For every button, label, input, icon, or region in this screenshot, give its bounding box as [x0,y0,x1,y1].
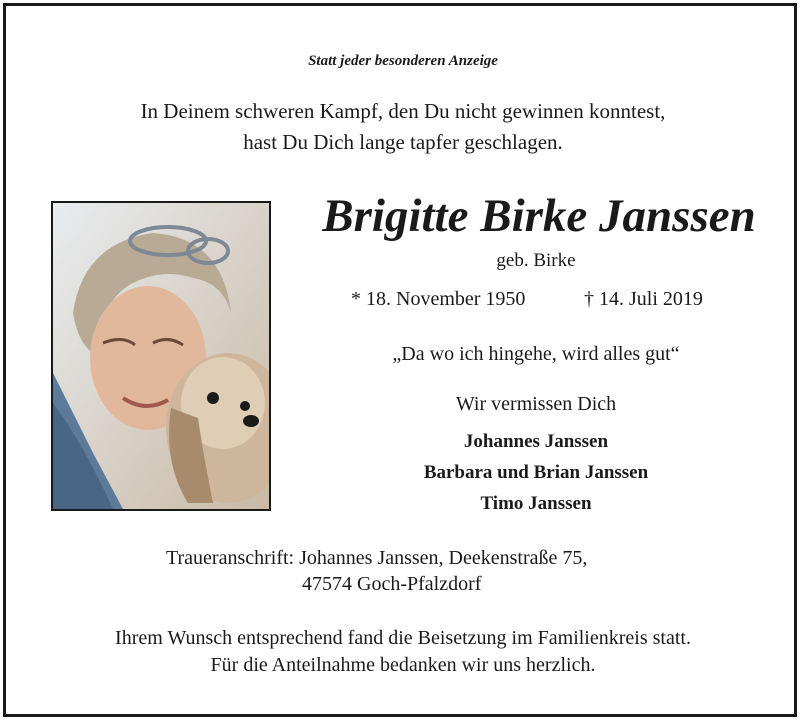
quote: „Da wo ich hingehe, wird alles gut“ [392,343,680,365]
portrait-photo [51,201,271,511]
notice-header: Statt jeder besonderen Anzeige [308,53,498,69]
obituary-notice [3,3,797,717]
born-name: geb. Birke [496,250,576,271]
intro-line-2: hast Du Dich lange tapfer geschlagen. [243,130,563,154]
portrait-illustration [53,203,269,509]
miss-line: Wir vermissen Dich [455,393,617,415]
deceased-name: Brigitte Birke Janssen [322,190,756,242]
death-date: † 14. Juli 2019 [584,288,703,310]
family-member: Barbara und Brian Janssen [423,462,649,483]
intro-line-1: In Deinem schweren Kampf, den Du nicht gewinnen konntest, [140,99,666,123]
address-line-1: Traueranschrift: Johannes Janssen, Deekenstraße 75, [166,547,588,569]
closing-line-2: Für die Anteilnahme bedanken wir uns herzlich. [210,654,596,676]
closing-line-1: Ihrem Wunsch entsprechend fand die Beisetzung im Familienkreis statt. [115,627,691,649]
family-member: Timo Janssen [480,493,592,514]
family-member: Johannes Janssen [463,431,609,452]
birth-date: * 18. November 1950 [351,288,526,310]
address-line-2: 47574 Goch-Pfalzdorf [302,573,482,595]
